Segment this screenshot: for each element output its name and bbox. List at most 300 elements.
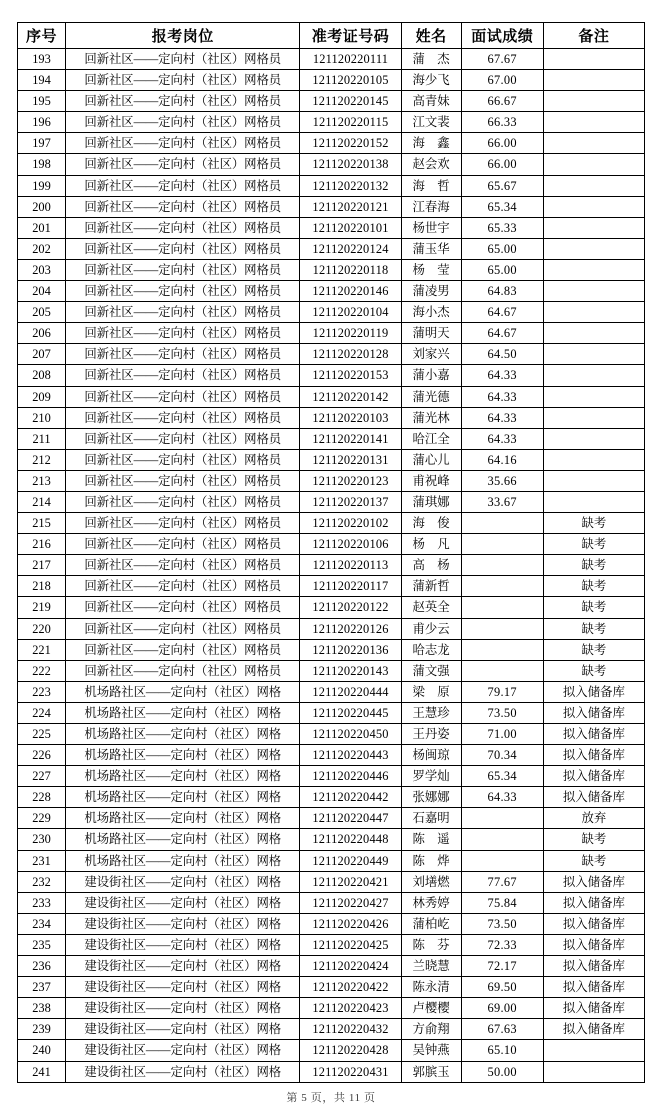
cell-seq: 230 xyxy=(18,829,66,850)
cell-name: 甫少云 xyxy=(401,618,461,639)
column-header-admit: 准考证号码 xyxy=(300,23,401,49)
cell-name: 郭膑玉 xyxy=(401,1061,461,1082)
cell-seq: 231 xyxy=(18,850,66,871)
cell-note xyxy=(543,217,644,238)
cell-score: 67.63 xyxy=(461,1019,543,1040)
cell-admit: 121120220152 xyxy=(300,133,401,154)
cell-seq: 193 xyxy=(18,49,66,70)
cell-seq: 203 xyxy=(18,259,66,280)
cell-name: 甫祝峰 xyxy=(401,470,461,491)
cell-admit: 121120220119 xyxy=(300,323,401,344)
table-row xyxy=(18,281,645,302)
cell-admit: 121120220117 xyxy=(300,576,401,597)
cell-post: 机场路社区——定向村（社区）网格 xyxy=(66,787,300,808)
cell-admit: 121120220136 xyxy=(300,639,401,660)
cell-name: 陈 遥 xyxy=(401,829,461,850)
cell-post: 回新社区——定向村（社区）网格员 xyxy=(66,386,300,407)
cell-seq: 228 xyxy=(18,787,66,808)
cell-seq: 238 xyxy=(18,998,66,1019)
cell-note: 拟入储备库 xyxy=(543,956,644,977)
cell-name: 吴钟燕 xyxy=(401,1040,461,1061)
table-row xyxy=(18,449,645,470)
cell-seq: 226 xyxy=(18,745,66,766)
cell-note xyxy=(543,449,644,470)
cell-admit: 121120220106 xyxy=(300,534,401,555)
cell-score: 50.00 xyxy=(461,1061,543,1082)
cell-post: 回新社区——定向村（社区）网格员 xyxy=(66,259,300,280)
table-row xyxy=(18,702,645,723)
table-row xyxy=(18,555,645,576)
cell-note: 拟入储备库 xyxy=(543,681,644,702)
table-row xyxy=(18,766,645,787)
table-row xyxy=(18,365,645,386)
cell-seq: 219 xyxy=(18,597,66,618)
cell-seq: 194 xyxy=(18,70,66,91)
cell-note: 缺考 xyxy=(543,829,644,850)
cell-post: 建设街社区——定向村（社区）网格 xyxy=(66,934,300,955)
cell-admit: 121120220111 xyxy=(300,49,401,70)
cell-score: 65.34 xyxy=(461,196,543,217)
cell-admit: 121120220153 xyxy=(300,365,401,386)
cell-note xyxy=(543,133,644,154)
cell-post: 机场路社区——定向村（社区）网格 xyxy=(66,766,300,787)
cell-name: 蒲新哲 xyxy=(401,576,461,597)
cell-seq: 195 xyxy=(18,91,66,112)
cell-name: 兰晓慧 xyxy=(401,956,461,977)
table-row xyxy=(18,154,645,175)
cell-score xyxy=(461,829,543,850)
cell-post: 回新社区——定向村（社区）网格员 xyxy=(66,175,300,196)
cell-post: 回新社区——定向村（社区）网格员 xyxy=(66,407,300,428)
table-row xyxy=(18,745,645,766)
cell-post: 回新社区——定向村（社区）网格员 xyxy=(66,428,300,449)
table-row xyxy=(18,597,645,618)
cell-seq: 220 xyxy=(18,618,66,639)
table-row xyxy=(18,724,645,745)
cell-note xyxy=(543,112,644,133)
cell-seq: 205 xyxy=(18,302,66,323)
cell-name: 林秀婷 xyxy=(401,892,461,913)
cell-seq: 202 xyxy=(18,238,66,259)
cell-score: 65.00 xyxy=(461,259,543,280)
cell-note xyxy=(543,323,644,344)
cell-name: 蒲柏屹 xyxy=(401,913,461,934)
table-row xyxy=(18,998,645,1019)
cell-seq: 204 xyxy=(18,281,66,302)
cell-seq: 229 xyxy=(18,808,66,829)
cell-seq: 217 xyxy=(18,555,66,576)
cell-post: 建设街社区——定向村（社区）网格 xyxy=(66,956,300,977)
cell-note xyxy=(543,302,644,323)
cell-post: 回新社区——定向村（社区）网格员 xyxy=(66,576,300,597)
table-row xyxy=(18,850,645,871)
cell-admit: 121120220105 xyxy=(300,70,401,91)
column-header-note: 备注 xyxy=(543,23,644,49)
cell-admit: 121120220424 xyxy=(300,956,401,977)
cell-score: 72.33 xyxy=(461,934,543,955)
cell-name: 杨世宇 xyxy=(401,217,461,238)
cell-name: 高青妹 xyxy=(401,91,461,112)
cell-admit: 121120220142 xyxy=(300,386,401,407)
cell-score: 66.00 xyxy=(461,133,543,154)
cell-name: 蒲凌男 xyxy=(401,281,461,302)
table-row xyxy=(18,91,645,112)
cell-score: 70.34 xyxy=(461,745,543,766)
table-row xyxy=(18,49,645,70)
cell-post: 回新社区——定向村（社区）网格员 xyxy=(66,449,300,470)
cell-seq: 207 xyxy=(18,344,66,365)
cell-name: 蒲心儿 xyxy=(401,449,461,470)
cell-note: 缺考 xyxy=(543,513,644,534)
cell-name: 哈江全 xyxy=(401,428,461,449)
cell-score: 64.33 xyxy=(461,787,543,808)
cell-admit: 121120220113 xyxy=(300,555,401,576)
cell-post: 回新社区——定向村（社区）网格员 xyxy=(66,491,300,512)
cell-score: 64.16 xyxy=(461,449,543,470)
cell-admit: 121120220421 xyxy=(300,871,401,892)
cell-note xyxy=(543,365,644,386)
cell-score xyxy=(461,555,543,576)
table-row xyxy=(18,618,645,639)
cell-post: 回新社区——定向村（社区）网格员 xyxy=(66,365,300,386)
cell-admit: 121120220138 xyxy=(300,154,401,175)
cell-admit: 121120220428 xyxy=(300,1040,401,1061)
table-row xyxy=(18,787,645,808)
page-footer: 第 5 页，共 11 页 xyxy=(286,1091,376,1104)
table-row xyxy=(18,175,645,196)
cell-note xyxy=(543,154,644,175)
cell-score xyxy=(461,513,543,534)
cell-admit: 121120220432 xyxy=(300,1019,401,1040)
cell-seq: 237 xyxy=(18,977,66,998)
cell-admit: 121120220103 xyxy=(300,407,401,428)
cell-seq: 241 xyxy=(18,1061,66,1082)
table-row xyxy=(18,491,645,512)
table-row xyxy=(18,238,645,259)
cell-score: 66.00 xyxy=(461,154,543,175)
cell-name: 蒲光林 xyxy=(401,407,461,428)
cell-seq: 235 xyxy=(18,934,66,955)
cell-post: 建设街社区——定向村（社区）网格 xyxy=(66,913,300,934)
cell-admit: 121120220102 xyxy=(300,513,401,534)
cell-note xyxy=(543,407,644,428)
cell-score: 69.50 xyxy=(461,977,543,998)
table-row xyxy=(18,1040,645,1061)
cell-note: 缺考 xyxy=(543,639,644,660)
cell-name: 杨 莹 xyxy=(401,259,461,280)
cell-post: 回新社区——定向村（社区）网格员 xyxy=(66,196,300,217)
cell-seq: 200 xyxy=(18,196,66,217)
cell-score: 64.50 xyxy=(461,344,543,365)
cell-score: 64.33 xyxy=(461,407,543,428)
cell-seq: 214 xyxy=(18,491,66,512)
cell-name: 杨 凡 xyxy=(401,534,461,555)
cell-post: 回新社区——定向村（社区）网格员 xyxy=(66,154,300,175)
cell-seq: 216 xyxy=(18,534,66,555)
cell-post: 机场路社区——定向村（社区）网格 xyxy=(66,829,300,850)
cell-score: 73.50 xyxy=(461,702,543,723)
cell-admit: 121120220124 xyxy=(300,238,401,259)
cell-note xyxy=(543,196,644,217)
cell-seq: 225 xyxy=(18,724,66,745)
cell-admit: 121120220143 xyxy=(300,660,401,681)
cell-name: 陈永清 xyxy=(401,977,461,998)
cell-note xyxy=(543,386,644,407)
table-row xyxy=(18,934,645,955)
cell-post: 机场路社区——定向村（社区）网格 xyxy=(66,745,300,766)
cell-admit: 121120220446 xyxy=(300,766,401,787)
table-row xyxy=(18,681,645,702)
cell-note xyxy=(543,91,644,112)
cell-name: 罗学灿 xyxy=(401,766,461,787)
cell-note: 拟入储备库 xyxy=(543,787,644,808)
cell-note xyxy=(543,428,644,449)
cell-admit: 121120220141 xyxy=(300,428,401,449)
cell-post: 回新社区——定向村（社区）网格员 xyxy=(66,344,300,365)
cell-name: 王丹姿 xyxy=(401,724,461,745)
cell-post: 机场路社区——定向村（社区）网格 xyxy=(66,724,300,745)
cell-name: 王慧珍 xyxy=(401,702,461,723)
cell-name: 蒲文强 xyxy=(401,660,461,681)
cell-seq: 211 xyxy=(18,428,66,449)
cell-post: 建设街社区——定向村（社区）网格 xyxy=(66,892,300,913)
cell-score: 65.10 xyxy=(461,1040,543,1061)
table-row xyxy=(18,871,645,892)
cell-score xyxy=(461,639,543,660)
cell-note xyxy=(543,470,644,491)
cell-score: 35.66 xyxy=(461,470,543,491)
cell-note xyxy=(543,281,644,302)
cell-note: 拟入储备库 xyxy=(543,913,644,934)
cell-seq: 215 xyxy=(18,513,66,534)
cell-score: 64.83 xyxy=(461,281,543,302)
cell-seq: 209 xyxy=(18,386,66,407)
cell-admit: 121120220104 xyxy=(300,302,401,323)
cell-seq: 221 xyxy=(18,639,66,660)
cell-score: 67.67 xyxy=(461,49,543,70)
cell-name: 刘家兴 xyxy=(401,344,461,365)
cell-score: 66.33 xyxy=(461,112,543,133)
cell-note xyxy=(543,491,644,512)
cell-admit: 121120220145 xyxy=(300,91,401,112)
column-header-score: 面试成绩 xyxy=(461,23,543,49)
cell-admit: 121120220448 xyxy=(300,829,401,850)
cell-seq: 236 xyxy=(18,956,66,977)
cell-admit: 121120220447 xyxy=(300,808,401,829)
cell-score: 65.00 xyxy=(461,238,543,259)
cell-score xyxy=(461,618,543,639)
cell-post: 机场路社区——定向村（社区）网格 xyxy=(66,681,300,702)
column-header-name: 姓名 xyxy=(401,23,461,49)
cell-seq: 218 xyxy=(18,576,66,597)
cell-note: 缺考 xyxy=(543,850,644,871)
cell-score: 64.67 xyxy=(461,302,543,323)
cell-admit: 121120220442 xyxy=(300,787,401,808)
table-row xyxy=(18,407,645,428)
cell-name: 海小杰 xyxy=(401,302,461,323)
table-row xyxy=(18,808,645,829)
cell-admit: 121120220123 xyxy=(300,470,401,491)
cell-score: 65.67 xyxy=(461,175,543,196)
cell-post: 回新社区——定向村（社区）网格员 xyxy=(66,639,300,660)
table-row xyxy=(18,660,645,681)
table-body xyxy=(18,49,645,1083)
table-row xyxy=(18,639,645,660)
table-row xyxy=(18,133,645,154)
cell-note: 拟入储备库 xyxy=(543,998,644,1019)
cell-note: 拟入储备库 xyxy=(543,871,644,892)
cell-admit: 121120220118 xyxy=(300,259,401,280)
cell-note: 缺考 xyxy=(543,534,644,555)
cell-seq: 197 xyxy=(18,133,66,154)
table-row xyxy=(18,513,645,534)
cell-note: 拟入储备库 xyxy=(543,724,644,745)
cell-score: 65.33 xyxy=(461,217,543,238)
cell-seq: 223 xyxy=(18,681,66,702)
table-row xyxy=(18,196,645,217)
cell-score: 77.67 xyxy=(461,871,543,892)
cell-score: 64.67 xyxy=(461,323,543,344)
table-row xyxy=(18,323,645,344)
cell-seq: 234 xyxy=(18,913,66,934)
cell-seq: 232 xyxy=(18,871,66,892)
cell-score xyxy=(461,660,543,681)
cell-post: 回新社区——定向村（社区）网格员 xyxy=(66,513,300,534)
cell-admit: 121120220128 xyxy=(300,344,401,365)
table-row xyxy=(18,576,645,597)
cell-name: 哈志龙 xyxy=(401,639,461,660)
cell-score: 79.17 xyxy=(461,681,543,702)
cell-admit: 121120220115 xyxy=(300,112,401,133)
cell-post: 建设街社区——定向村（社区）网格 xyxy=(66,1019,300,1040)
cell-name: 蒲琪娜 xyxy=(401,491,461,512)
interview-results-table xyxy=(17,22,645,1083)
cell-seq: 210 xyxy=(18,407,66,428)
cell-post: 建设街社区——定向村（社区）网格 xyxy=(66,998,300,1019)
cell-post: 建设街社区——定向村（社区）网格 xyxy=(66,1040,300,1061)
cell-note xyxy=(543,49,644,70)
cell-seq: 233 xyxy=(18,892,66,913)
cell-note: 拟入储备库 xyxy=(543,977,644,998)
cell-post: 回新社区——定向村（社区）网格员 xyxy=(66,70,300,91)
cell-post: 回新社区——定向村（社区）网格员 xyxy=(66,618,300,639)
cell-note xyxy=(543,1061,644,1082)
cell-admit: 121120220101 xyxy=(300,217,401,238)
table-row xyxy=(18,386,645,407)
cell-name: 赵英全 xyxy=(401,597,461,618)
table-row xyxy=(18,956,645,977)
cell-score: 64.33 xyxy=(461,428,543,449)
cell-post: 回新社区——定向村（社区）网格员 xyxy=(66,91,300,112)
cell-seq: 213 xyxy=(18,470,66,491)
cell-seq: 206 xyxy=(18,323,66,344)
cell-name: 海 鑫 xyxy=(401,133,461,154)
cell-post: 建设街社区——定向村（社区）网格 xyxy=(66,1061,300,1082)
cell-score xyxy=(461,597,543,618)
cell-note xyxy=(543,259,644,280)
table-row xyxy=(18,112,645,133)
cell-note xyxy=(543,344,644,365)
cell-note: 放弃 xyxy=(543,808,644,829)
cell-note: 拟入储备库 xyxy=(543,1019,644,1040)
cell-post: 建设街社区——定向村（社区）网格 xyxy=(66,871,300,892)
cell-note: 缺考 xyxy=(543,576,644,597)
cell-post: 回新社区——定向村（社区）网格员 xyxy=(66,555,300,576)
cell-score xyxy=(461,576,543,597)
cell-post: 回新社区——定向村（社区）网格员 xyxy=(66,49,300,70)
cell-name: 卢樱樱 xyxy=(401,998,461,1019)
cell-admit: 121120220427 xyxy=(300,892,401,913)
cell-name: 张娜娜 xyxy=(401,787,461,808)
cell-score xyxy=(461,808,543,829)
cell-seq: 196 xyxy=(18,112,66,133)
table-row xyxy=(18,913,645,934)
cell-post: 回新社区——定向村（社区）网格员 xyxy=(66,597,300,618)
cell-admit: 121120220132 xyxy=(300,175,401,196)
cell-score: 33.67 xyxy=(461,491,543,512)
cell-score xyxy=(461,850,543,871)
cell-post: 机场路社区——定向村（社区）网格 xyxy=(66,702,300,723)
cell-name: 方俞翔 xyxy=(401,1019,461,1040)
table-row xyxy=(18,344,645,365)
cell-score: 67.00 xyxy=(461,70,543,91)
cell-post: 回新社区——定向村（社区）网格员 xyxy=(66,133,300,154)
cell-name: 陈 芬 xyxy=(401,934,461,955)
table-row xyxy=(18,302,645,323)
table-row xyxy=(18,1019,645,1040)
table-row xyxy=(18,1061,645,1082)
cell-score: 69.00 xyxy=(461,998,543,1019)
cell-score: 75.84 xyxy=(461,892,543,913)
table-row xyxy=(18,428,645,449)
header-row xyxy=(18,23,645,49)
cell-seq: 222 xyxy=(18,660,66,681)
cell-score: 71.00 xyxy=(461,724,543,745)
cell-score xyxy=(461,534,543,555)
cell-name: 蒲小嘉 xyxy=(401,365,461,386)
cell-admit: 121120220450 xyxy=(300,724,401,745)
cell-admit: 121120220121 xyxy=(300,196,401,217)
cell-post: 回新社区——定向村（社区）网格员 xyxy=(66,281,300,302)
cell-post: 机场路社区——定向村（社区）网格 xyxy=(66,808,300,829)
table-row xyxy=(18,977,645,998)
cell-post: 回新社区——定向村（社区）网格员 xyxy=(66,302,300,323)
table-row xyxy=(18,829,645,850)
cell-seq: 199 xyxy=(18,175,66,196)
cell-note: 缺考 xyxy=(543,660,644,681)
cell-seq: 239 xyxy=(18,1019,66,1040)
table-header xyxy=(18,23,645,49)
cell-name: 海少飞 xyxy=(401,70,461,91)
cell-note xyxy=(543,70,644,91)
cell-score: 72.17 xyxy=(461,956,543,977)
cell-score: 64.33 xyxy=(461,386,543,407)
cell-note: 缺考 xyxy=(543,555,644,576)
cell-seq: 212 xyxy=(18,449,66,470)
cell-name: 蒲明天 xyxy=(401,323,461,344)
cell-post: 回新社区——定向村（社区）网格员 xyxy=(66,470,300,491)
cell-score: 73.50 xyxy=(461,913,543,934)
cell-note: 缺考 xyxy=(543,618,644,639)
cell-name: 江文裴 xyxy=(401,112,461,133)
cell-name: 刘墡燃 xyxy=(401,871,461,892)
cell-admit: 121120220444 xyxy=(300,681,401,702)
cell-seq: 227 xyxy=(18,766,66,787)
cell-admit: 121120220443 xyxy=(300,745,401,766)
cell-admit: 121120220137 xyxy=(300,491,401,512)
table-row xyxy=(18,470,645,491)
cell-name: 蒲光德 xyxy=(401,386,461,407)
